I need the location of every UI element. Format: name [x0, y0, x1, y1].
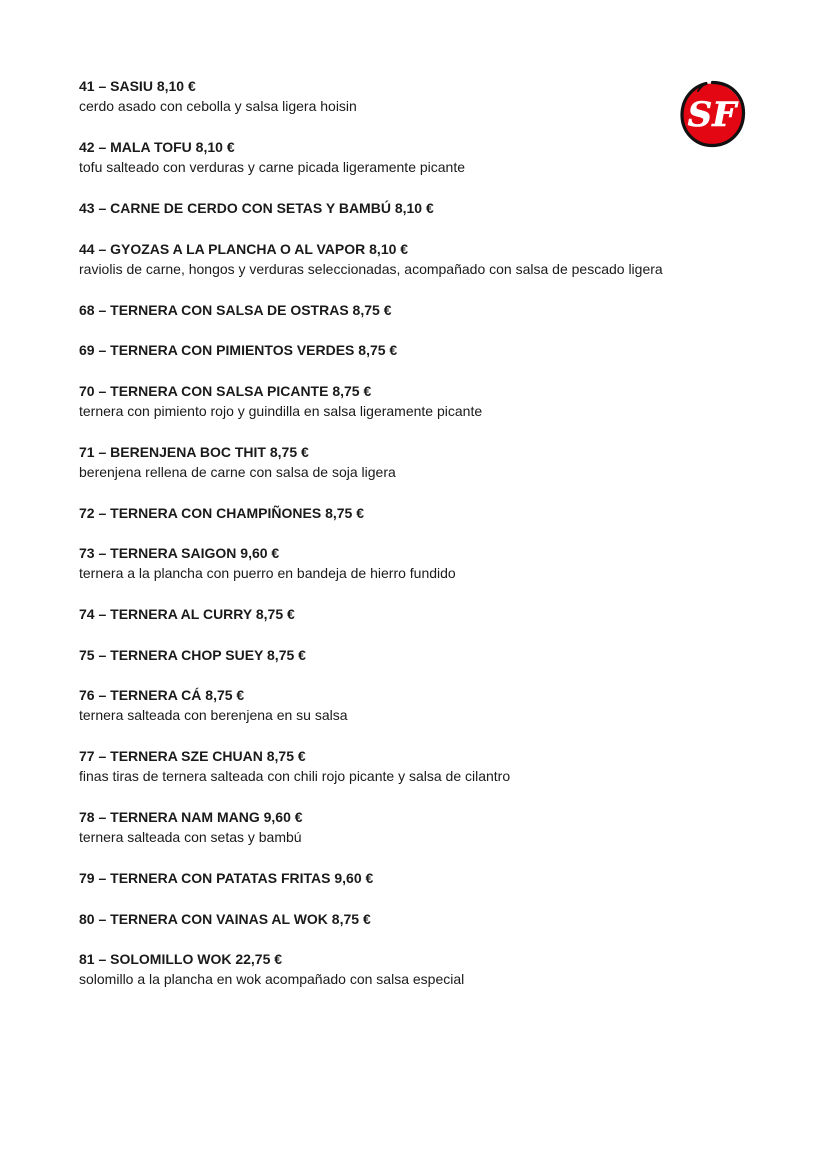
menu-item — [79, 685, 719, 726]
menu-item-title: 76 – TERNERA CÁ 8,75 € — [79, 687, 245, 703]
menu-item-title: 70 – TERNERA CON SALSA PICANTE 8,75 € — [79, 382, 372, 399]
menu-item-title: 44 – GYOZAS A LA PLANCHA O AL VAPOR 8,10 € — [79, 240, 409, 257]
menu-item-title: 41 – SASIU 8,10 € — [79, 78, 196, 94]
menu-item — [79, 746, 719, 787]
menu-item-title: 77 – TERNERA SZE CHUAN 8,75 € — [79, 748, 306, 764]
menu-item-title: 72 – TERNERA CON CHAMPIÑONES 8,75 € — [79, 504, 364, 521]
menu-item — [79, 909, 719, 929]
menu-item-title: 68 – TERNERA CON SALSA DE OSTRAS 8,75 € — [79, 301, 392, 318]
menu-item-title: 78 – TERNERA NAM MANG 9,60 € — [79, 809, 303, 825]
menu-item — [79, 503, 719, 523]
menu-item-title: 73 – TERNERA SAIGON 9,60 € — [79, 545, 280, 561]
menu-item-title: 43 – CARNE DE CERDO CON SETAS Y BAMBÚ 8,10 € — [79, 200, 434, 216]
menu-item — [79, 198, 719, 218]
menu-item — [79, 340, 719, 360]
menu-item-title: 74 – TERNERA AL CURRY 8,75 € — [79, 606, 295, 622]
menu-item-description: ternera con pimiento rojo y guindilla en salsa ligeramente picante — [79, 402, 483, 419]
menu-item-title: 69 – TERNERA CON PIMIENTOS VERDES 8,75 € — [79, 342, 398, 358]
menu-list — [79, 76, 719, 1010]
menu-item-description: raviolis de carne, hongos y verduras seleccionadas, acompañado con salsa de pescado ligera — [79, 260, 663, 277]
menu-item-title: 79 – TERNERA CON PATATAS FRITAS 9,60 € — [79, 870, 374, 886]
menu-item — [79, 949, 719, 990]
menu-item-description: ternera a la plancha con puerro en bandeja de hierro fundido — [79, 565, 456, 581]
menu-item — [79, 543, 719, 584]
menu-item — [79, 645, 719, 665]
menu-item-description: ternera salteada con berenjena en su salsa — [79, 707, 348, 723]
menu-item-description: tofu salteado con verduras y carne picada ligeramente picante — [79, 159, 466, 175]
menu-item-title: 42 – MALA TOFU 8,10 € — [79, 139, 235, 155]
logo-text: SF — [687, 95, 737, 135]
menu-item-description: solomillo a la plancha en wok acompañado con salsa especial — [79, 971, 465, 987]
menu-item — [79, 868, 719, 888]
menu-item-description: cerdo asado con cebolla y salsa ligera hoisin — [79, 98, 357, 114]
menu-item — [79, 137, 719, 178]
menu-item-description: berenjena rellena de carne con salsa de soja ligera — [79, 463, 396, 480]
menu-item-title: 80 – TERNERA CON VAINAS AL WOK 8,75 € — [79, 910, 371, 927]
menu-item-description: ternera salteada con setas y bambú — [79, 829, 302, 845]
menu-item — [79, 381, 719, 422]
menu-item-description: finas tiras de ternera salteada con chili rojo picante y salsa de cilantro — [79, 768, 511, 784]
menu-item — [79, 239, 719, 280]
menu-item — [79, 300, 719, 320]
menu-item — [79, 604, 719, 624]
menu-item — [79, 76, 719, 117]
menu-item-title: 81 – SOLOMILLO WOK 22,75 € — [79, 951, 283, 967]
menu-item-title: 71 – BERENJENA BOC THIT 8,75 € — [79, 443, 309, 460]
menu-item-title: 75 – TERNERA CHOP SUEY 8,75 € — [79, 646, 306, 663]
menu-item — [79, 442, 719, 483]
menu-item — [79, 807, 719, 848]
